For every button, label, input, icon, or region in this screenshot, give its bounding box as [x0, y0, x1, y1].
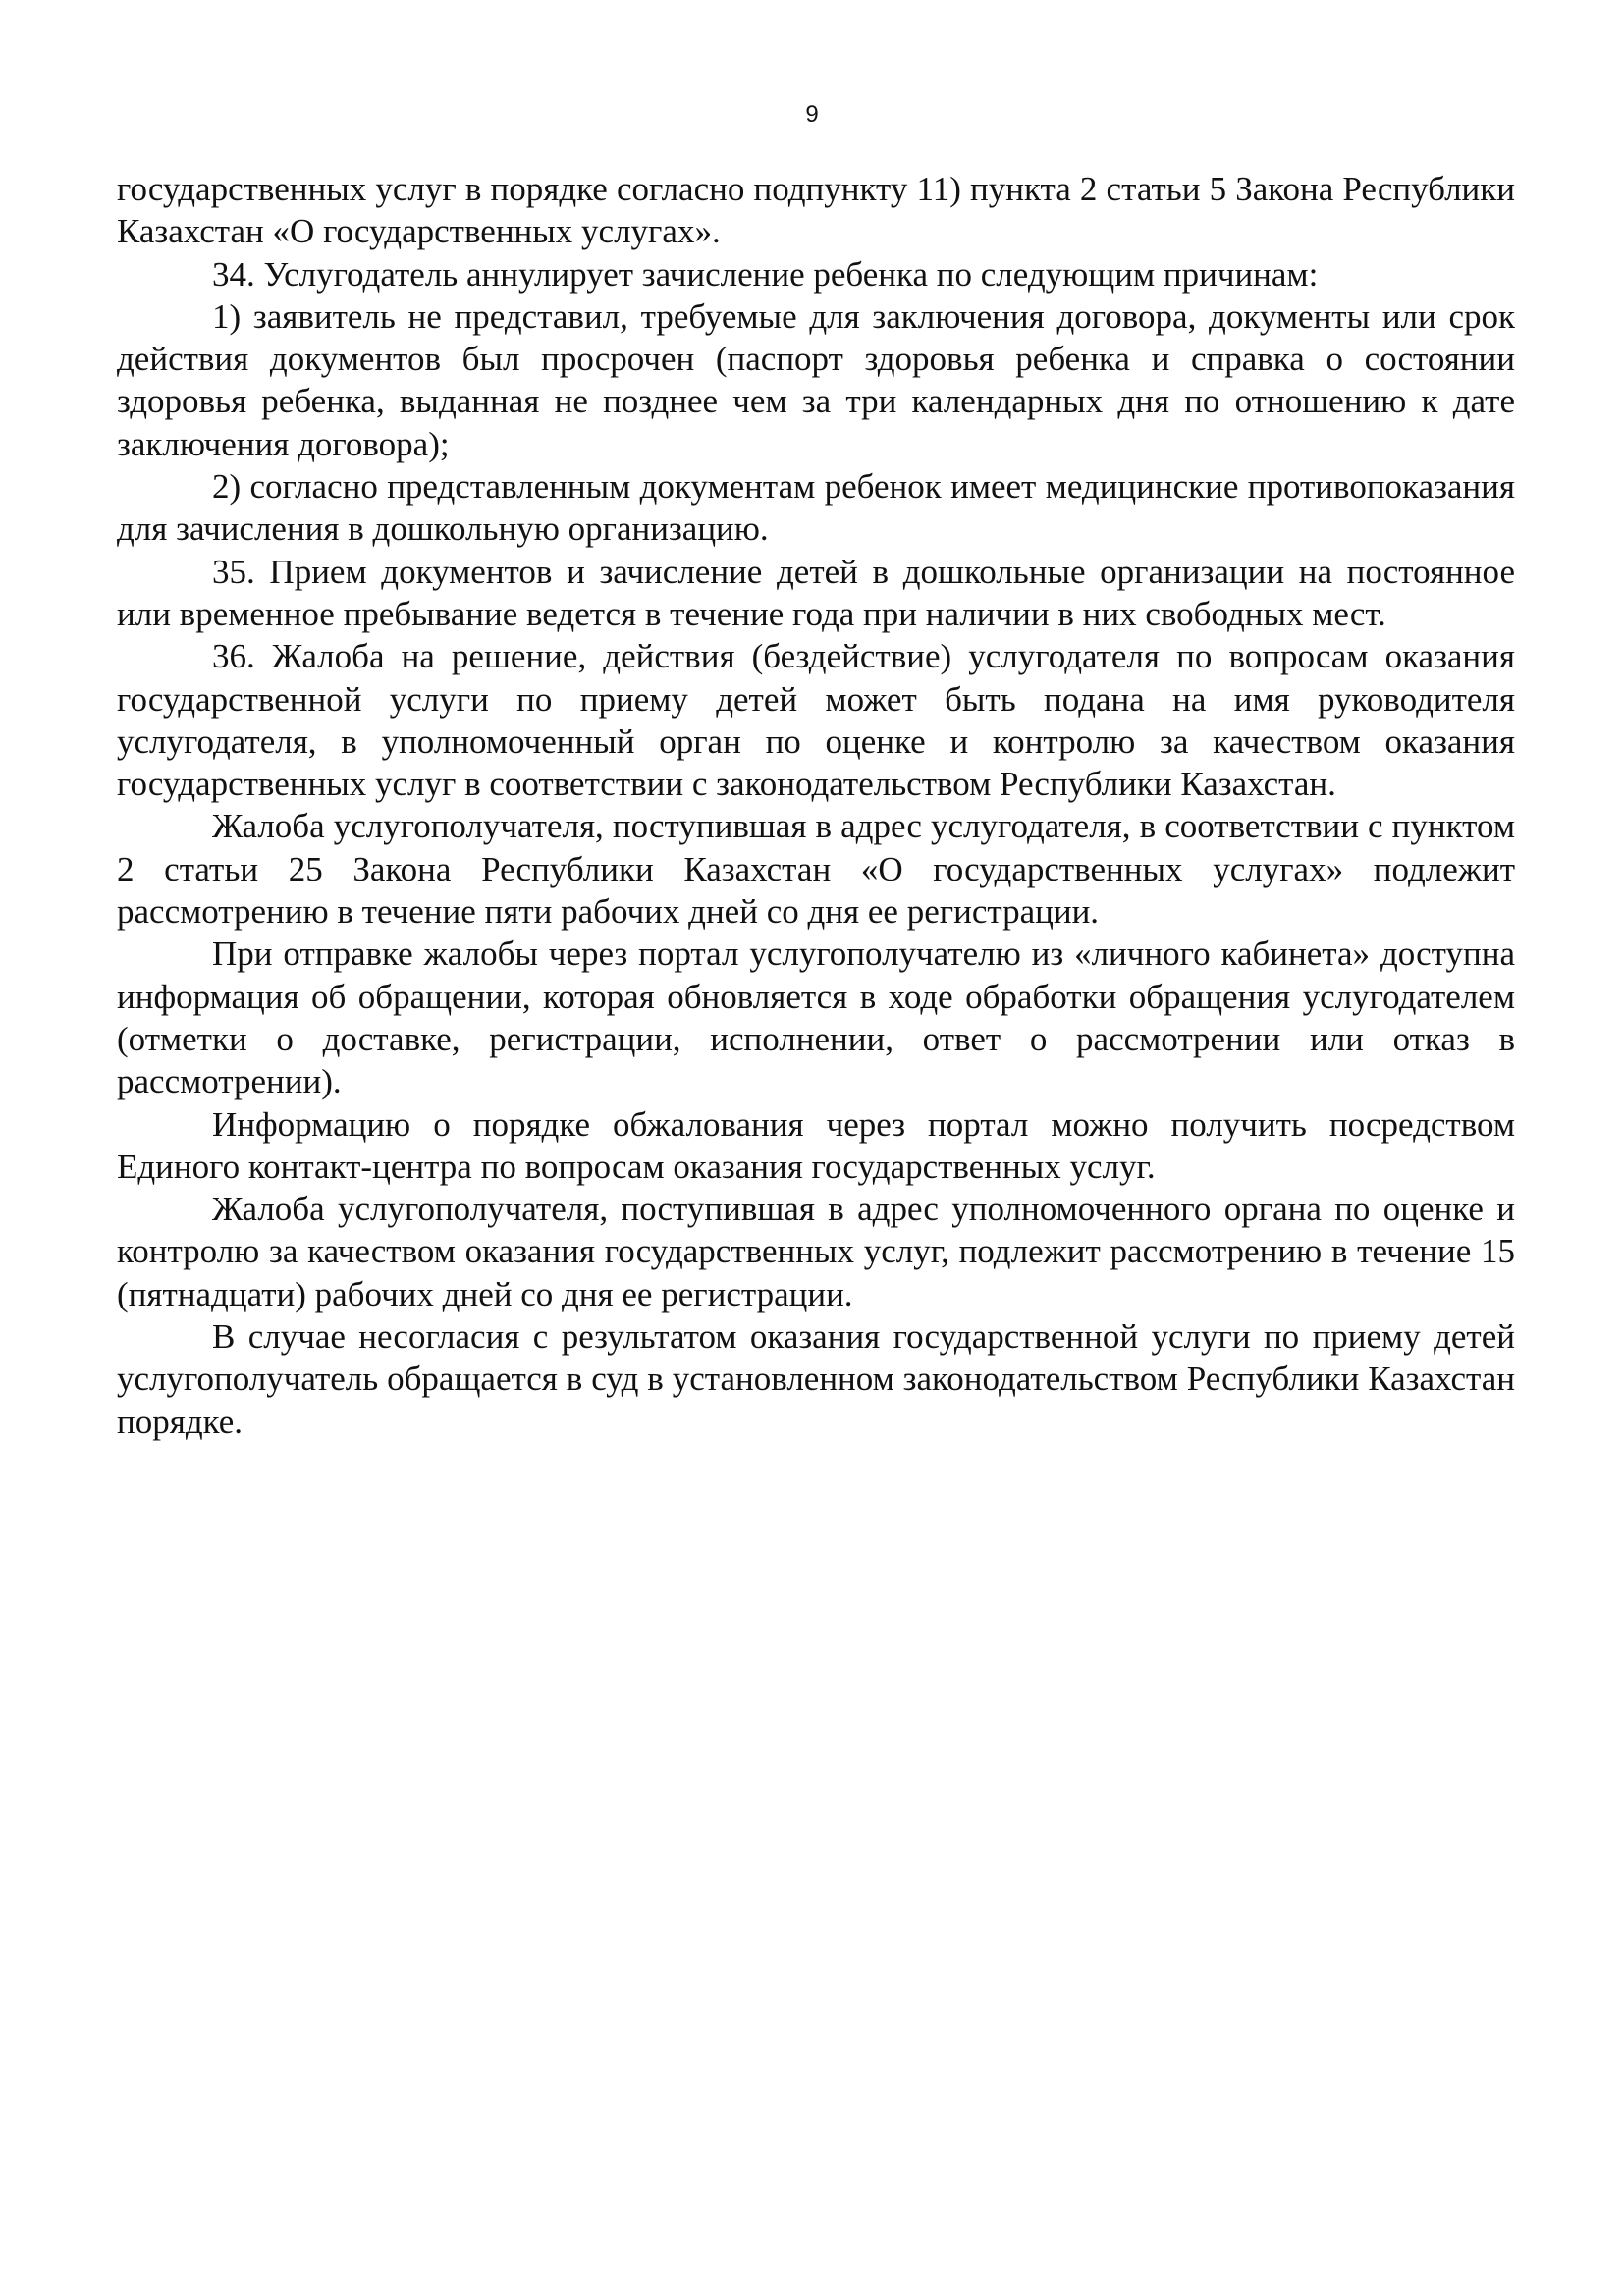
paragraph-contact-center: Информацию о порядке обжалования через портал можно получить посредством Единого контакт-центра по вопросам оказания государственных услуг. — [117, 1104, 1515, 1186]
paragraph-item-35: 35. Прием документов и зачисление детей в дошкольные организации на постоянное или временное пребывание ведется в течение года при наличии в них свободных мест. — [117, 552, 1515, 633]
paragraph-complaint-provider: Жалоба услугополучателя, поступившая в адрес услугодателя, в соответствии с пунктом 2 статьи 25 Закона Республики Казахстан «О государственных услугах» подлежит рассмотрению в течение пяти рабочих дней со дня ее регистрации. — [117, 807, 1515, 932]
paragraph-continuation: государственных услуг в порядке согласно подпункту 11) пункта 2 статьи 5 Закона Республики Казахстан «О государственных услугах». — [117, 170, 1515, 251]
paragraph-item-36: 36. Жалоба на решение, действия (бездействие) услугодателя по вопросам оказания государственной услуги по приему детей может быть подана на имя руководителя услугодателя, в уполномоченный орган по оценке и контролю за качеством оказания государственных услуг в соответствии с законодательством Республики Казахстан. — [117, 637, 1515, 804]
paragraph-portal-complaint: При отправке жалобы через портал услугополучателю из «личного кабинета» доступна информация об обращении, которая обновляется в ходе обработки обращения услугодателем (отметки о доставке, регистрации, исполнении, ответ о рассмотрении или отказ в рассмотрении). — [117, 934, 1515, 1101]
paragraph-subitem-2: 2) согласно представленным документам ребенок имеет медицинские противопоказания для зачисления в дошкольную организацию. — [117, 467, 1515, 549]
paragraph-subitem-1: 1) заявитель не представил, требуемые для заключения договора, документы или срок действия документов был просрочен (паспорт здоровья ребенка и справка о состоянии здоровья ребенка, выданная не позднее чем за три календарных дня по отношению к дате заключения договора); — [117, 296, 1515, 463]
document-body — [117, 168, 1515, 1443]
page-number: 9 — [805, 101, 819, 128]
paragraph-complaint-authority: Жалоба услугополучателя, поступившая в адрес уполномоченного органа по оценке и контролю за качеством оказания государственных услуг, подлежит рассмотрению в течение 15 (пятнадцати) рабочих дней со дня ее регистрации. — [117, 1190, 1515, 1313]
paragraph-court-appeal: В случае несогласия с результатом оказания государственной услуги по приему детей услугополучатель обращается в суд в установленном законодательством Республики Казахстан порядке. — [117, 1317, 1515, 1441]
paragraph-item-34: 34. Услугодатель аннулирует зачисление ребенка по следующим причинам: — [212, 254, 1319, 294]
